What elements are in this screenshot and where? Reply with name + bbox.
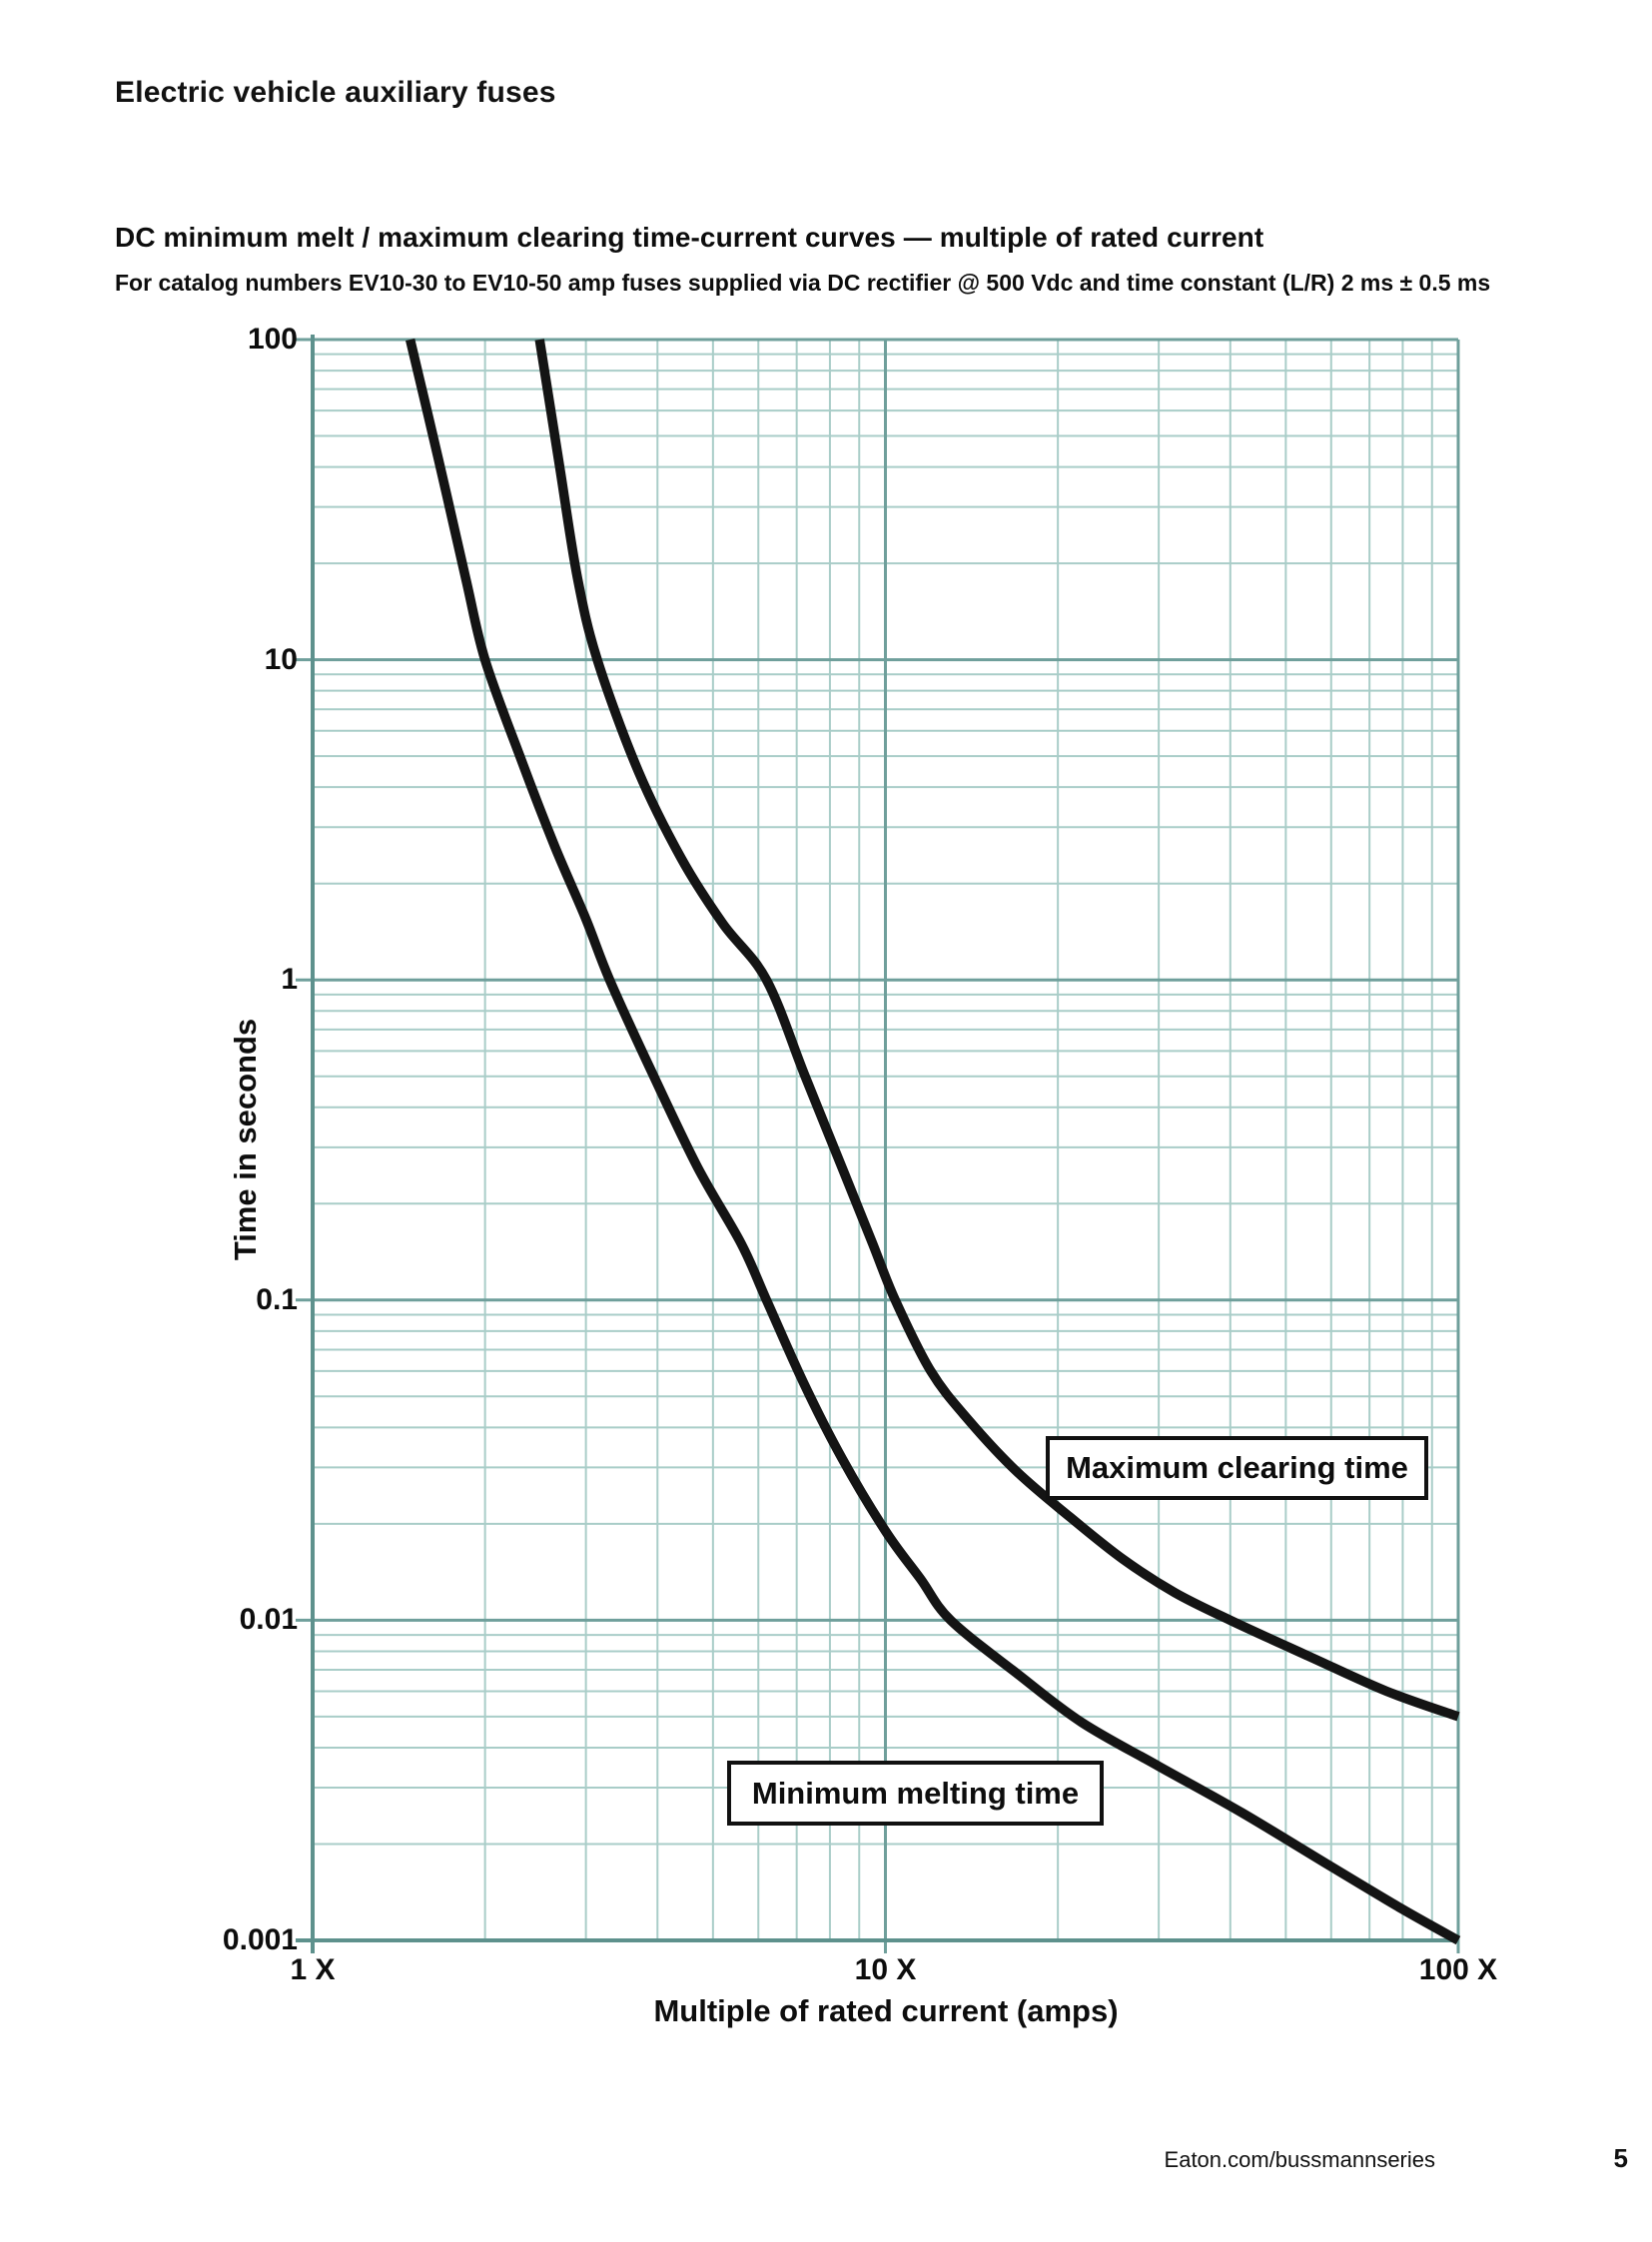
y-tick-label: 10 (264, 642, 298, 676)
chart-subtitle: For catalog numbers EV10-30 to EV10-50 amp fuses supplied via DC rectifier @ 500 Vdc and time constant (L/R) 2 ms ± 0.5 ms (115, 270, 1491, 296)
y-tick-label: 0.01 (239, 1603, 298, 1637)
footer-website-link[interactable]: Eaton.com/bussmannseries (1164, 2147, 1435, 2172)
max-clearing-time-label (1046, 1436, 1428, 1500)
min-melting-time-label-text: Minimum melting time (751, 1775, 1080, 1811)
max-clearing-time-label-text: Maximum clearing time (1066, 1450, 1408, 1485)
y-tick-label: 100 (247, 323, 298, 356)
x-axis-title: Multiple of rated current (amps) (653, 1993, 1119, 2028)
min-melting-time-label (727, 1761, 1104, 1826)
x-tick-label: 1 X (290, 1953, 336, 1986)
y-tick-label: 0.001 (222, 1923, 298, 1956)
y-tick-label: 1 (281, 963, 298, 997)
minimum-melting-time-curve (411, 340, 1458, 1940)
x-tick-label: 100 X (1418, 1953, 1498, 1986)
footer-page-number: 5 (1613, 2143, 1628, 2173)
maximum-clearing-time-curve (539, 340, 1458, 1717)
y-axis-title: Time in seconds (228, 1018, 263, 1261)
x-tick-label: 10 X (854, 1953, 917, 1986)
y-tick-label: 0.1 (256, 1282, 298, 1316)
chart-title: DC minimum melt / maximum clearing time-current curves — multiple of rated current (115, 222, 1264, 253)
page-title: Electric vehicle auxiliary fuses (115, 76, 556, 109)
